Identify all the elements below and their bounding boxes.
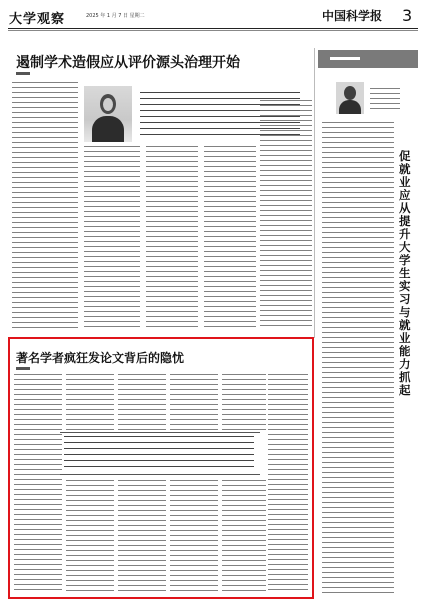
section-title: 大学观察 [9,12,66,27]
article2-headline: 著名学者疯狂发论文背后的隐忧 [16,351,185,365]
article1-column-3 [146,146,198,330]
article2-column-3b [118,480,166,592]
column-divider [314,48,315,338]
article2-column-2b [66,480,114,592]
article2-column-5 [222,374,266,430]
page-number: 3 [402,6,413,25]
callout-bottom-rule [60,474,260,475]
article2-callout-quote [64,436,254,470]
article1-portrait-photo [84,86,132,142]
sidebar-author-photo [336,82,364,114]
author-body [339,100,361,114]
article1-column-5 [260,100,312,330]
article1-column-4 [204,146,256,330]
article2-column-2 [66,374,114,430]
author-head [344,86,356,100]
article2-column-4b [170,480,218,592]
article1-column-2 [84,146,140,330]
issue-date: 2025 年 1 月 7 日 星期二 [86,13,145,19]
article2-byline-bar [16,367,30,370]
portrait-body [92,116,124,142]
sidebar-author-caption [370,88,400,112]
article2-column-5b [222,480,266,592]
portrait-face [103,98,113,111]
sidebar-column-1 [322,122,394,596]
header-rule [8,28,418,29]
article2-column-3 [118,374,166,430]
newspaper-brand: 中国科学报 [322,9,383,23]
article1-byline-bar [16,72,30,75]
header-rule-secondary [8,30,418,31]
article2-column-6 [268,374,308,592]
article2-column-4 [170,374,218,430]
article1-headline: 遏制学术造假应从评价源头治理开始 [16,55,240,71]
callout-top-rule [60,432,260,433]
article2-column-1 [14,374,62,592]
sidebar-vertical-headline: 促就业应从提升大学生实习与就业能力抓起 [399,149,411,397]
article1-column-1 [12,82,78,330]
sidebar-banner-text-bar [330,57,360,60]
